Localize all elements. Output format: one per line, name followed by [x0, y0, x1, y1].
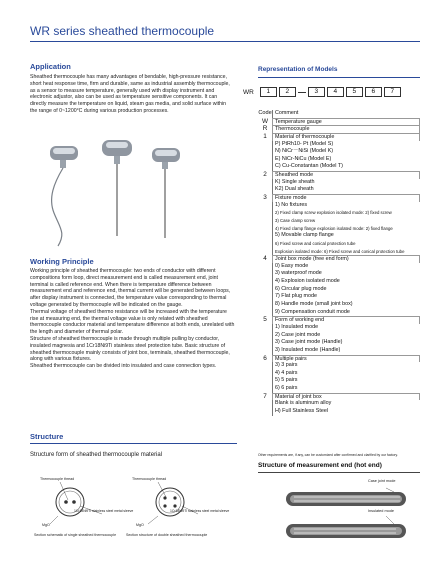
- table-row: [258, 377, 420, 385]
- row-code: [258, 240, 272, 248]
- row-code: [258, 270, 272, 278]
- table-row: [258, 316, 420, 324]
- row-code: [258, 385, 272, 393]
- table-row: [258, 240, 420, 248]
- row-code: [258, 141, 272, 149]
- row-code: W: [261, 117, 269, 125]
- working-paragraph: Sheathed thermocouple can be divided into insulated and case connection types.: [30, 363, 217, 370]
- row-code: [258, 301, 272, 309]
- working-text: [30, 268, 235, 370]
- table-row: [258, 370, 420, 378]
- row-comment: 3) Case clamp screw: [272, 217, 420, 225]
- row-comment: Thermocouple: [272, 125, 420, 133]
- row-code: [258, 286, 272, 294]
- model-prefix: WR: [243, 88, 254, 96]
- row-code: [258, 278, 272, 286]
- row-comment: Sheathed mode: [272, 171, 420, 179]
- row-code: [258, 209, 272, 217]
- model-box: 3: [308, 87, 325, 97]
- row-code: [258, 408, 272, 416]
- table-row: [258, 194, 420, 202]
- model-box: 1: [260, 87, 277, 97]
- row-comment: Multiple pairs: [272, 355, 420, 363]
- title-rule: [30, 41, 420, 42]
- double-sheath-diagram: [148, 482, 198, 524]
- measurement-heading: Structure of measurement end (hot end): [258, 462, 382, 469]
- table-row: [258, 179, 420, 187]
- row-comment: K2) Dual sheath: [272, 186, 420, 194]
- row-code: [258, 179, 272, 187]
- table-row: [258, 309, 420, 317]
- table-row: [258, 355, 420, 363]
- row-code: [258, 362, 272, 370]
- structure-rule: [30, 443, 237, 444]
- table-row: [258, 163, 420, 171]
- table-row: [258, 293, 420, 301]
- model-table: [258, 110, 420, 416]
- row-comment: 6) Fixed screw and conical protection tube: [272, 240, 420, 248]
- table-row: [258, 347, 420, 355]
- table-row: [258, 301, 420, 309]
- table-row: [258, 385, 420, 393]
- row-code: [258, 347, 272, 355]
- structure-label: Thermocouple thread: [132, 477, 167, 481]
- row-code: [258, 186, 272, 194]
- row-comment: 1) No fixtures: [272, 202, 420, 210]
- row-comment: 3) Insulated mode (Handle): [272, 347, 420, 355]
- table-row: [258, 202, 420, 210]
- table-row: [258, 263, 420, 271]
- table-row: [258, 255, 420, 263]
- row-code: [258, 217, 272, 225]
- structure-label: 1Cr18Ni9Ti stainless steel metal sleeve: [170, 509, 230, 513]
- table-row: [258, 408, 420, 416]
- row-comment: K) Single sheath: [272, 179, 420, 187]
- representation-rule: [258, 77, 420, 78]
- structure-label: 1Cr18Ni9Ti stainless steel metal sleeve: [74, 509, 134, 513]
- header-code: Code: [258, 110, 272, 116]
- representation-heading: Representation of Models: [258, 66, 338, 73]
- row-comment: Blank is aluminum alloy: [272, 400, 420, 408]
- row-comment: H) Full Stainless Steel: [272, 408, 420, 416]
- model-box: 6: [365, 87, 382, 97]
- row-comment: 6) 6 pairs: [272, 385, 420, 393]
- table-row: [258, 278, 420, 286]
- structure-label: MgO: [136, 523, 144, 527]
- table-row: [258, 324, 420, 332]
- page-title: WR series sheathed thermocouple: [30, 24, 215, 38]
- row-comment: E) NiCr-NiCu (Model E): [272, 156, 420, 164]
- table-row: [258, 209, 420, 217]
- row-code: [258, 225, 272, 233]
- case-joint-diagram: [286, 488, 406, 506]
- row-comment: 4) 4 pairs: [272, 370, 420, 378]
- working-heading: Working Principle: [30, 257, 94, 266]
- row-code: [258, 377, 272, 385]
- structure-caption: Section structure of double sheathed thermocouple: [126, 533, 208, 537]
- table-row: [258, 148, 420, 156]
- table-row: [258, 286, 420, 294]
- thermocouple-photo-3: [152, 148, 180, 238]
- row-code: [258, 339, 272, 347]
- row-code: [258, 293, 272, 301]
- header-comment: Comment: [272, 110, 420, 118]
- single-sheath-diagram: [50, 482, 102, 524]
- table-row: [258, 400, 420, 408]
- table-header: [258, 110, 420, 118]
- row-comment: P) PtRh10- Pt (Model S): [272, 141, 420, 149]
- table-row: [258, 332, 420, 340]
- table-row: [258, 156, 420, 164]
- thermocouple-photo-2: [102, 140, 132, 236]
- row-comment: 6) Circular plug mode: [272, 286, 420, 294]
- model-box: 2: [279, 87, 296, 97]
- table-row: [258, 217, 420, 225]
- row-comment: Joint box mode (free end form): [272, 255, 420, 263]
- row-comment: 0) Easy mode: [272, 263, 420, 271]
- row-comment: 2) Case joint mode: [272, 332, 420, 340]
- row-comment: Explosion isolated mode: 6) Fixed screw and conical protection tube: [272, 248, 420, 256]
- row-code: [258, 370, 272, 378]
- row-comment: 5) 5 pairs: [272, 377, 420, 385]
- table-row: [258, 248, 420, 256]
- row-comment: 5) Movable clamp flange: [272, 232, 420, 240]
- structure-label: MgO: [42, 523, 50, 527]
- table-row: [258, 118, 420, 126]
- structure-heading: Structure: [30, 432, 64, 441]
- table-row: [258, 141, 420, 149]
- product-photos: [40, 138, 240, 248]
- table-row: [258, 225, 420, 233]
- measurement-label: Case joint mode: [368, 479, 396, 483]
- model-box: 4: [327, 87, 344, 97]
- thermocouple-photo-1: [50, 146, 78, 246]
- row-code: 6: [263, 354, 267, 362]
- row-comment: C) Cu-Constantan (Model T): [272, 163, 420, 171]
- row-code: [258, 309, 272, 317]
- row-code: 5: [263, 316, 267, 324]
- row-code: [258, 163, 272, 171]
- table-row: [258, 393, 420, 401]
- model-code-row: [243, 87, 401, 97]
- row-code: 1: [263, 132, 267, 140]
- measurement-label: Insulated mode: [368, 509, 394, 513]
- row-code: [258, 248, 272, 256]
- row-comment: 2) Fixed clamp screw explosion isolated mode: 2) fixed screw: [272, 209, 420, 217]
- working-paragraph: Structure of sheathed thermocouple is made through multiple pulling by conductor, insulated magnesia and 1Cr18Ni9Ti stainless steel protection tube. Basic structure of sheathed thermocouple mainly consists of joint box, terminals, sheathed thermocouple, along with various fixtures.: [30, 335, 230, 363]
- row-comment: N) NiCr－NiSi (Model K): [272, 148, 420, 156]
- row-code: [258, 324, 272, 332]
- row-comment: Temperature gauge: [272, 118, 420, 126]
- table-row: [258, 339, 420, 347]
- structure-subtitle: Structure form of sheathed thermocouple material: [30, 452, 163, 458]
- row-comment: 3) Case joint mode (Handle): [272, 339, 420, 347]
- row-comment: 3) 3 pairs: [272, 362, 420, 370]
- table-row: [258, 232, 420, 240]
- table-row: [258, 171, 420, 179]
- row-comment: 3) waterproof mode: [272, 270, 420, 278]
- structure-caption: Section schematic of single sheathed thermocouple: [34, 533, 117, 537]
- row-code: [258, 202, 272, 210]
- row-code: [258, 156, 272, 164]
- structure-label: Thermocouple thread: [40, 477, 75, 481]
- application-text: Sheathed thermocouple has many advantages of bendable, high-pressure resistance, short heat response time, firm and durable, same as industrial assembly thermocouple, as a sensor to measure temperature, generally used with display instrument and electronic adjustor, also can be used as temperature sensitive components. It can directly measure the temperature on liquid, steam gas media, and solid surface within the range of 0~1200°C during various production processes.: [30, 74, 230, 114]
- row-comment: 9) Compensation conduit mode: [272, 309, 420, 317]
- table-row: [258, 186, 420, 194]
- row-comment: 1) Insulated mode: [272, 324, 420, 332]
- table-note: Other requirements are, if any, can be customized after confirmed and clarified by our factory.: [258, 453, 398, 457]
- insulated-diagram: [286, 516, 406, 538]
- table-row: [258, 270, 420, 278]
- working-paragraph: Thermal voltage of sheathed thermo resistance will be increased with the temperature rise at measuring end, the thermal voltage value is only related with sheathed thermocouple conductor material and temperature difference at both ends, unrelated with the length and diameter of thermal polar.: [30, 308, 235, 336]
- row-comment: Fixture mode: [272, 194, 420, 202]
- row-code: [258, 232, 272, 240]
- measurement-diagrams: [276, 478, 426, 563]
- table-row: [258, 125, 420, 133]
- row-code: [258, 332, 272, 340]
- row-code: [258, 263, 272, 271]
- row-code: 4: [263, 255, 267, 263]
- row-comment: 7) Flat plug mode: [272, 293, 420, 301]
- row-code: [258, 148, 272, 156]
- row-code: 3: [263, 194, 267, 202]
- row-code: R: [262, 125, 268, 133]
- row-comment: Form of working end: [272, 316, 420, 324]
- row-comment: Material of thermocouple: [272, 133, 420, 141]
- row-code: 7: [263, 392, 267, 400]
- working-paragraph: Working principle of sheathed thermocouple: two ends of conductor with different compositions form loop, direct measurement end is called measurement end, joint terminal is called reference end. When there is temperature difference between measurement end and reference end, thermal current will be generated between loops, after display instrument is connected, the temperature value corresponding to thermal voltage generated by thermocouple will be indicated on the gauge.: [30, 268, 231, 308]
- row-comment: 8) Handle mode (small joint box): [272, 301, 420, 309]
- model-dash: [298, 92, 306, 93]
- model-box: 7: [384, 87, 401, 97]
- row-code: [258, 400, 272, 408]
- model-box: 5: [346, 87, 363, 97]
- table-row: [258, 133, 420, 141]
- row-comment: 4) Fixed clamp flange explosion isolated mode: 2) fixed flange: [272, 225, 420, 233]
- row-comment: Material of joint box: [272, 393, 420, 401]
- table-row: [258, 362, 420, 370]
- measurement-rule: [258, 472, 420, 473]
- row-code: 2: [263, 171, 267, 179]
- row-comment: 4) Explosion isolated mode: [272, 278, 420, 286]
- application-heading: Application: [30, 62, 71, 71]
